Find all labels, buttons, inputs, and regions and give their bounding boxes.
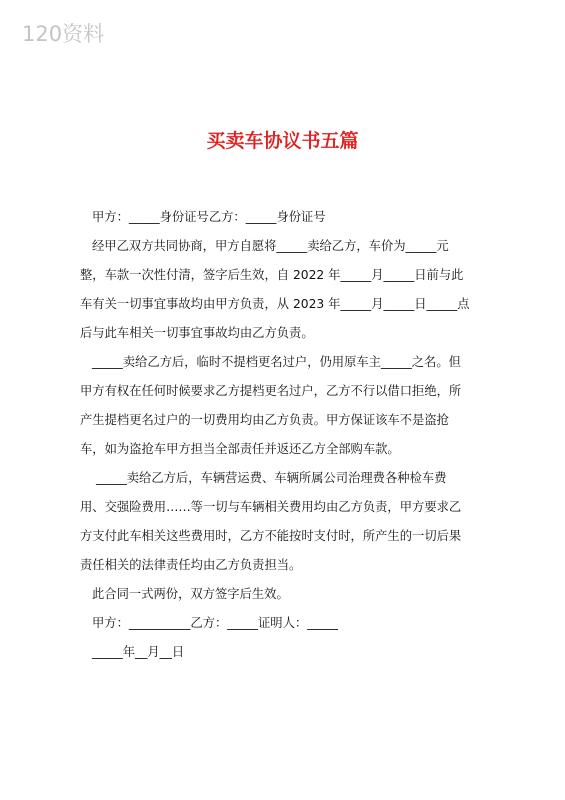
paragraph-line: _____卖给乙方后，临时不提档更名过户，仍用原车主_____之名。但 bbox=[92, 355, 461, 369]
date-line: _____年__月__日 bbox=[92, 645, 185, 659]
signature-line: 甲方：__________乙方：_____证明人：_____ bbox=[92, 616, 338, 630]
paragraph-line: _____卖给乙方后，车辆营运费、车辆所属公司治理费各种检车费 bbox=[96, 471, 447, 485]
paragraph-line: 方支付此车相关这些费用时，乙方不能按时支付时，所产生的一切后果 bbox=[80, 529, 462, 543]
party-line: 甲方：_____身份证号乙方：_____身份证号 bbox=[92, 210, 326, 224]
document-title: 买卖车协议书五篇 bbox=[206, 130, 359, 152]
paragraph-line: 甲方有权在任何时候要求乙方提档更名过户，乙方不行以借口拒绝，所 bbox=[80, 384, 462, 398]
paragraph-line: 车有关一切事宜事故均由甲方负责，从 2023 年_____月_____日_____点 bbox=[80, 297, 470, 311]
document-body bbox=[80, 207, 502, 671]
paragraph-line: 此合同一式两份，双方签字后生效。 bbox=[92, 587, 289, 601]
paragraph-line: 后与此车相关一切事宜事故均由乙方负责。 bbox=[80, 326, 314, 340]
paragraph-line: 整，车款一次性付清，签字后生效，自 2022 年_____月_____日前与此 bbox=[80, 268, 464, 282]
paragraph-line: 产生提档更名过户的一切费用均由乙方负责。甲方保证该车不是盗抢 bbox=[80, 413, 449, 427]
watermark: 120资料 bbox=[22, 22, 105, 46]
paragraph-line: 经甲乙双方共同协商，甲方自愿将_____卖给乙方，车价为_____元 bbox=[92, 239, 449, 253]
paragraph-line: 车，如为盗抢车甲方担当全部责任并返还乙方全部购车款。 bbox=[80, 442, 400, 456]
paragraph-line: 责任相关的法律责任均由乙方负责担当。 bbox=[80, 558, 302, 572]
paragraph-line: 用、交强险费用……等一切与车辆相关费用均由乙方负责，甲方要求乙 bbox=[80, 500, 462, 514]
